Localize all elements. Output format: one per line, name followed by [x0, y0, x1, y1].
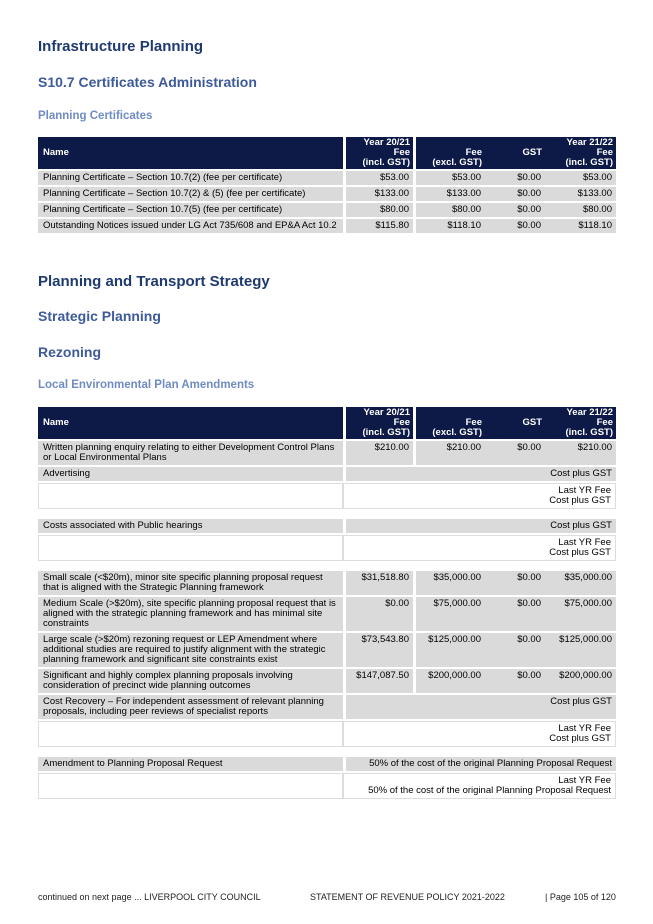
fee-excl: $200,000.00 [413, 669, 485, 693]
fee-label: Fee [393, 417, 410, 428]
col-header-year-prev [343, 137, 413, 169]
last-yr-value: 50% of the cost of the original Planning Proposal Request [368, 785, 611, 796]
col-header-gst [485, 407, 545, 439]
table-row [38, 571, 616, 595]
fee-name: Small scale (<$20m), minor site specific planning proposal request that is aligned with the Strategic Planning framework [38, 571, 343, 595]
fee-name: Outstanding Notices issued under LG Act 735/608 and EP&A Act 10.2 [38, 219, 343, 233]
subheading-s107-admin: S10.7 Certificates Administration [38, 74, 257, 90]
table-row [38, 695, 616, 719]
subheading-strategic-planning: Strategic Planning [38, 308, 161, 324]
fee-prev: $0.00 [343, 597, 413, 631]
table-row-last-year [38, 721, 616, 747]
fee-name: Planning Certificate – Section 10.7(2) & (5) (fee per certificate) [38, 187, 343, 201]
fee-excl: $80.00 [413, 203, 485, 217]
table-row [38, 219, 616, 233]
fee-incl: $75,000.00 [545, 597, 616, 631]
last-yr-value: Cost plus GST [549, 733, 611, 744]
fee-text: Cost plus GST [343, 467, 616, 481]
fee-incl: $125,000.00 [545, 633, 616, 667]
fee-name: Significant and highly complex planning proposals involving consideration of precinct wide planning outcomes [38, 669, 343, 693]
fee-name: Advertising [38, 467, 343, 481]
fee-name: Large scale (>$20m) rezoning request or LEP Amendment where additional studies are required to justify alignment with the strategic planning framework and significant site constraints exist [38, 633, 343, 667]
fee-incl: $80.00 [545, 203, 616, 217]
fee-name: Written planning enquiry relating to either Development Control Plans or Local Environmental Plans [38, 441, 343, 465]
fee-gst: $0.00 [485, 597, 545, 631]
table-row [38, 171, 616, 185]
fee-prev: $53.00 [343, 171, 413, 185]
last-yr-label: Last YR Fee [558, 723, 611, 734]
fee-excl: $35,000.00 [413, 571, 485, 595]
subheading-planning-certificates: Planning Certificates [38, 110, 153, 122]
table-row [38, 633, 616, 667]
table-row-last-year [38, 773, 616, 799]
fee-name: Costs associated with Public hearings [38, 519, 343, 533]
footer-page-number: | Page 105 of 120 [545, 892, 616, 902]
excl-gst-label: (excl. GST) [432, 157, 482, 168]
table-row [38, 597, 616, 631]
fee-incl: $133.00 [545, 187, 616, 201]
last-yr-label: Last YR Fee [558, 485, 611, 496]
fee-prev: $31,518.80 [343, 571, 413, 595]
last-yr-value: Cost plus GST [549, 547, 611, 558]
fee-incl: $200,000.00 [545, 669, 616, 693]
fee-name: Planning Certificate – Section 10.7(2) (fee per certificate) [38, 171, 343, 185]
excl-gst-label: (excl. GST) [432, 427, 482, 438]
table-row [38, 203, 616, 217]
fee-label: Fee [465, 417, 482, 428]
year-prev-label: Year 20/21 [363, 137, 410, 148]
fee-label: Fee [596, 147, 613, 158]
table-row [38, 757, 616, 771]
incl-gst-label: (incl. GST) [565, 427, 613, 438]
fee-prev: $73,543.80 [343, 633, 413, 667]
fee-excl: $53.00 [413, 171, 485, 185]
footer-left: continued on next page ... LIVERPOOL CITY COUNCIL [38, 892, 261, 902]
last-year-fee [343, 773, 616, 799]
fee-label: Fee [465, 147, 482, 158]
fee-name: Cost Recovery – For independent assessment of relevant planning proposals, including peer reviews of specialist reports [38, 695, 343, 719]
fee-text: Cost plus GST [343, 519, 616, 533]
last-year-fee [343, 535, 616, 561]
subheading-rezoning: Rezoning [38, 344, 101, 360]
last-yr-label: Last YR Fee [558, 775, 611, 786]
fee-gst: $0.00 [485, 669, 545, 693]
gst-label: GST [522, 417, 542, 428]
col-header-gst [485, 137, 545, 169]
last-year-fee [343, 721, 616, 747]
fee-prev: $133.00 [343, 187, 413, 201]
fee-gst: $0.00 [485, 633, 545, 667]
fee-label: Fee [596, 417, 613, 428]
fee-prev: $210.00 [343, 441, 413, 465]
section-heading-infrastructure-planning: Infrastructure Planning [38, 38, 204, 55]
fee-incl: $210.00 [545, 441, 616, 465]
fee-gst: $0.00 [485, 187, 545, 201]
fee-incl: $118.10 [545, 219, 616, 233]
fee-text: Cost plus GST [343, 695, 616, 719]
fee-incl: $35,000.00 [545, 571, 616, 595]
fee-label: Fee [393, 147, 410, 158]
lep-amendments-table [38, 405, 616, 801]
incl-gst-label: (incl. GST) [362, 157, 410, 168]
gst-label: GST [522, 147, 542, 158]
fee-excl: $118.10 [413, 219, 485, 233]
last-yr-value: Cost plus GST [549, 495, 611, 506]
fee-excl: $210.00 [413, 441, 485, 465]
table-row [38, 187, 616, 201]
col-header-year-next [545, 407, 616, 439]
table-row-last-year [38, 483, 616, 509]
footer-center: STATEMENT OF REVENUE POLICY 2021-2022 [310, 892, 505, 902]
table-header-row [38, 137, 616, 169]
fee-gst: $0.00 [485, 219, 545, 233]
table-row [38, 441, 616, 465]
table-header-row [38, 407, 616, 439]
year-prev-label: Year 20/21 [363, 407, 410, 418]
col-header-year-prev [343, 407, 413, 439]
planning-certificates-table [38, 135, 616, 235]
table-row-last-year [38, 535, 616, 561]
col-header-fee-excl [413, 137, 485, 169]
fee-excl: $125,000.00 [413, 633, 485, 667]
fee-excl: $133.00 [413, 187, 485, 201]
subheading-lep-amendments: Local Environmental Plan Amendments [38, 379, 255, 391]
year-next-label: Year 21/22 [566, 137, 613, 148]
col-header-name: Name [38, 137, 343, 169]
col-header-year-next [545, 137, 616, 169]
year-next-label: Year 21/22 [566, 407, 613, 418]
fee-excl: $75,000.00 [413, 597, 485, 631]
fee-gst: $0.00 [485, 571, 545, 595]
fee-prev: $115.80 [343, 219, 413, 233]
fee-name: Medium Scale (>$20m), site specific planning proposal request that is aligned with the strategic planning framework and has minimal site constraints [38, 597, 343, 631]
fee-text: 50% of the cost of the original Planning Proposal Request [343, 757, 616, 771]
table-row [38, 519, 616, 533]
fee-name: Amendment to Planning Proposal Request [38, 757, 343, 771]
incl-gst-label: (incl. GST) [362, 427, 410, 438]
fee-name: Planning Certificate – Section 10.7(5) (fee per certificate) [38, 203, 343, 217]
fee-gst: $0.00 [485, 203, 545, 217]
last-yr-label: Last YR Fee [558, 537, 611, 548]
last-year-fee [343, 483, 616, 509]
incl-gst-label: (incl. GST) [565, 157, 613, 168]
section-heading-planning-transport: Planning and Transport Strategy [38, 273, 270, 290]
table-row [38, 467, 616, 481]
fee-gst: $0.00 [485, 171, 545, 185]
fee-incl: $53.00 [545, 171, 616, 185]
col-header-fee-excl [413, 407, 485, 439]
fee-gst: $0.00 [485, 441, 545, 465]
table-row [38, 669, 616, 693]
fee-prev: $80.00 [343, 203, 413, 217]
col-header-name: Name [38, 407, 343, 439]
fee-prev: $147,087.50 [343, 669, 413, 693]
